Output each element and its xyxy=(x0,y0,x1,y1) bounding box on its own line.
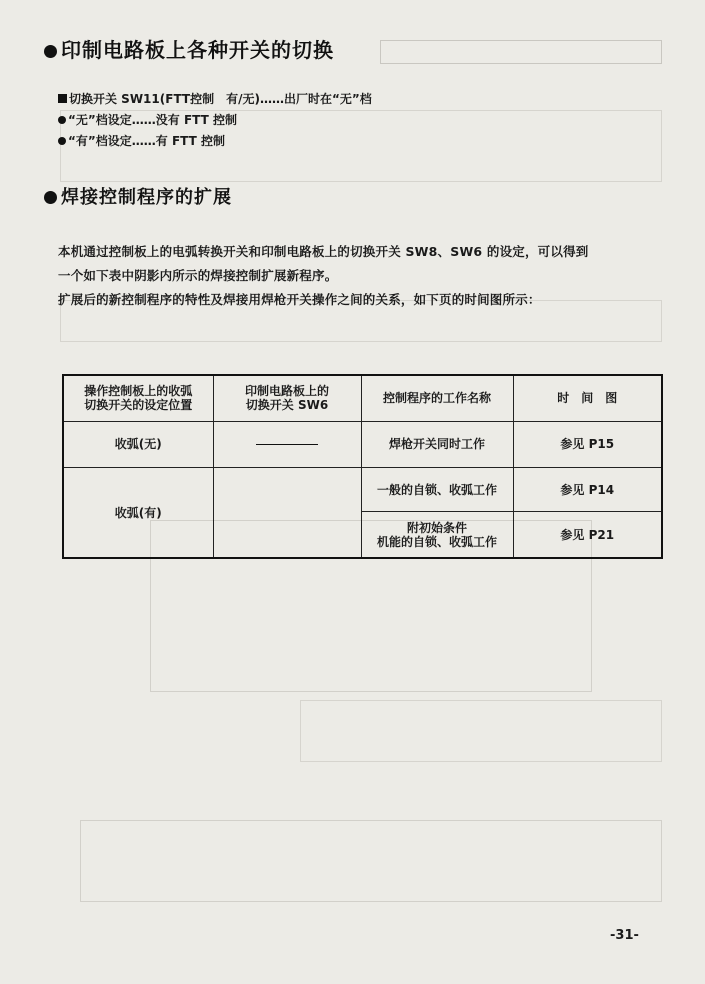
timing-chart-cell: 参见 P14 xyxy=(513,468,662,512)
table-header-row xyxy=(63,375,662,421)
switch-sw11-text: 切换开关 SW11(FTT控制 有/无)……出厂时在“无”档 xyxy=(69,92,372,106)
section-title-text: 印制电路板上各种开关的切换 xyxy=(61,38,334,62)
bullet-icon xyxy=(44,191,57,204)
program-name-cell: 焊枪开关同时工作 xyxy=(361,421,513,467)
paragraph-line: 本机通过控制板上的电弧转换开关和印制电路板上的切换开关 SW8、SW6 的设定，可以得到 xyxy=(58,244,589,259)
section-title-program xyxy=(44,183,232,209)
setting-yes-text: “有”档设定……有 FTT 控制 xyxy=(68,134,225,148)
settings-table xyxy=(62,374,663,559)
sw6-cell xyxy=(213,421,361,467)
header-cell xyxy=(361,375,513,421)
header-cell xyxy=(63,375,213,421)
program-name-text: 附初始条件 机能的自锁、收弧工作 xyxy=(376,520,497,549)
position-cell: 收弧(无) xyxy=(63,421,213,467)
square-bullet-icon xyxy=(58,94,67,103)
paragraph-line: 一个如下表中阴影内所示的焊接控制扩展新程序。 xyxy=(58,268,338,283)
setting-no-text: “无”档设定……没有 FTT 控制 xyxy=(68,113,237,127)
section-title-switches xyxy=(44,34,334,63)
header-cell xyxy=(513,375,662,421)
sw6-cell xyxy=(213,468,361,559)
dash-line xyxy=(256,444,318,445)
header-cell xyxy=(213,375,361,421)
setting-yes-line xyxy=(58,132,225,149)
header-text: 印制电路板上的 切换开关 SW6 xyxy=(244,384,329,413)
position-cell: 收弧(有) xyxy=(63,468,213,559)
bullet-icon xyxy=(58,137,66,145)
header-text: 控制程序的工作名称 xyxy=(382,391,491,406)
table-row xyxy=(63,421,662,467)
timing-chart-cell: 参见 P21 xyxy=(513,512,662,558)
timing-chart-cell: 参见 P15 xyxy=(513,421,662,467)
program-name-cell xyxy=(361,512,513,558)
bullet-icon xyxy=(44,45,57,58)
header-text: 时 间 图 xyxy=(557,391,618,406)
table-row xyxy=(63,468,662,512)
header-text: 操作控制板上的收弧 切换开关的设定位置 xyxy=(84,384,193,413)
paragraph-line: 扩展后的新控制程序的特性及焊接用焊枪开关操作之间的关系，如下页的时间图所示： xyxy=(58,292,541,307)
switch-sw11-line xyxy=(58,90,372,107)
program-name-cell: 一般的自锁、收弧工作 xyxy=(361,468,513,512)
section-title-text: 焊接控制程序的扩展 xyxy=(61,187,232,208)
bullet-icon xyxy=(58,116,66,124)
setting-no-line xyxy=(58,111,237,128)
page-number: -31- xyxy=(610,928,639,943)
